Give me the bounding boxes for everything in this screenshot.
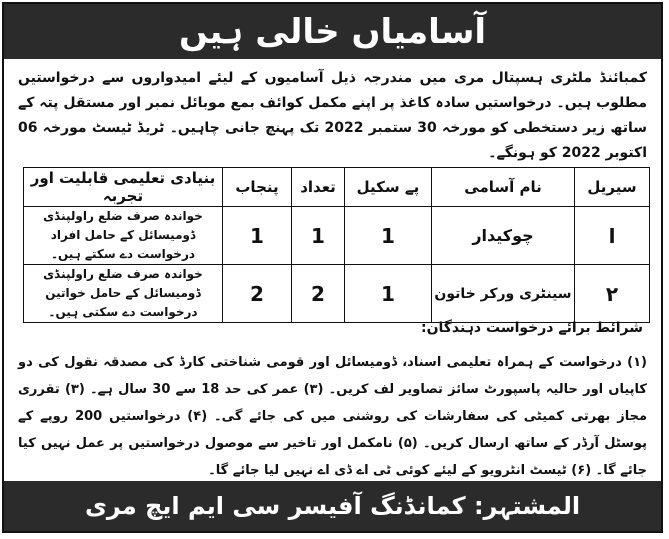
advertisement-frame [2, 2, 663, 533]
table-row [24, 207, 650, 265]
row-punjab: 1 [223, 207, 292, 265]
row-post: سینٹری ورکر خاتون [432, 265, 575, 323]
header-punjab: پنجاب [223, 168, 292, 207]
row-qualification: خواندہ صرف ضلع راولپنڈی ڈومیسائل کے حامل خواتین درخواست دے سکتی ہیں۔ [24, 265, 223, 323]
vacancies-table [23, 167, 650, 323]
conditions-heading: شرائط برائے درخواست دہندگان: [420, 320, 643, 336]
intro-paragraph: کمبائنڈ ملٹری ہسپتال مری میں مندرجہ ذیل آسامیوں کے لیئے امیدواروں سے درخواستیں مطلوب ہیں۔ درخواستیں سادہ کاغذ پر اپنے مکمل کوائف بمع موبائل نمبر اور مستقل پتہ کے ساتھ زیر دستخطی کو مورخہ 30 ستمبر 2022 تک پہنچ جانی چاہیں۔ ٹریڈ ٹیسٹ مورخہ 06 اکتوبر 2022 کو ہونگے۔ [18, 70, 647, 161]
table-header-row [24, 168, 650, 207]
header-scale: پے سکیل [345, 168, 432, 207]
row-punjab: 2 [223, 265, 292, 323]
row-qualification: خواندہ صرف ضلع راولپنڈی ڈومیسائل کے حامل افراد درخواست دے سکتے ہیں۔ [24, 207, 223, 265]
row-scale: 1 [345, 265, 432, 323]
header-count: تعداد [292, 168, 345, 207]
row-count: 1 [292, 207, 345, 265]
header-serial: سیریل [575, 168, 650, 207]
header-qualification: بنیادی تعلیمی قابلیت اور تجربہ [24, 168, 223, 207]
row-serial: ۲ [575, 265, 650, 323]
row-scale: 1 [345, 207, 432, 265]
row-post: چوکیدار [432, 207, 575, 265]
headline: آسامیاں خالی ہیں [4, 4, 661, 59]
row-serial: ا [575, 207, 650, 265]
conditions-text: (۱) درخواست کے ہمراہ تعلیمی اسناد، ڈومیسائل اور قومی شناختی کارڈ کی مصدقہ نقول کی دو کاپیاں اور حالیہ پاسپورٹ سائز تصاویر لف کریں۔ (۳) عمر کی حد 18 سے 30 سال ہے۔ (۳) تقرری مجاز بھرتی کمیٹی کی سفارشات کی روشنی میں کی جائے گی۔ (۴) درخواستیں 200 روپے کے پوسٹل آرڈر کے ساتھ ارسال کریں۔ (۵) نامکمل اور تاخیر سے موصول درخواستیں پر عمل نہیں کیا جائے گا۔ (۶) ٹیسٹ انٹرویو کے لیئے کوئی ٹی اے ڈی اے نہیں لیا جائے گا۔ [18, 355, 647, 478]
header-post: نام آسامی [432, 168, 575, 207]
row-count: 2 [292, 265, 345, 323]
table-row [24, 265, 650, 323]
advertiser-footer: المشتہر: کمانڈنگ آفیسر سی ایم ایچ مری [4, 481, 661, 531]
